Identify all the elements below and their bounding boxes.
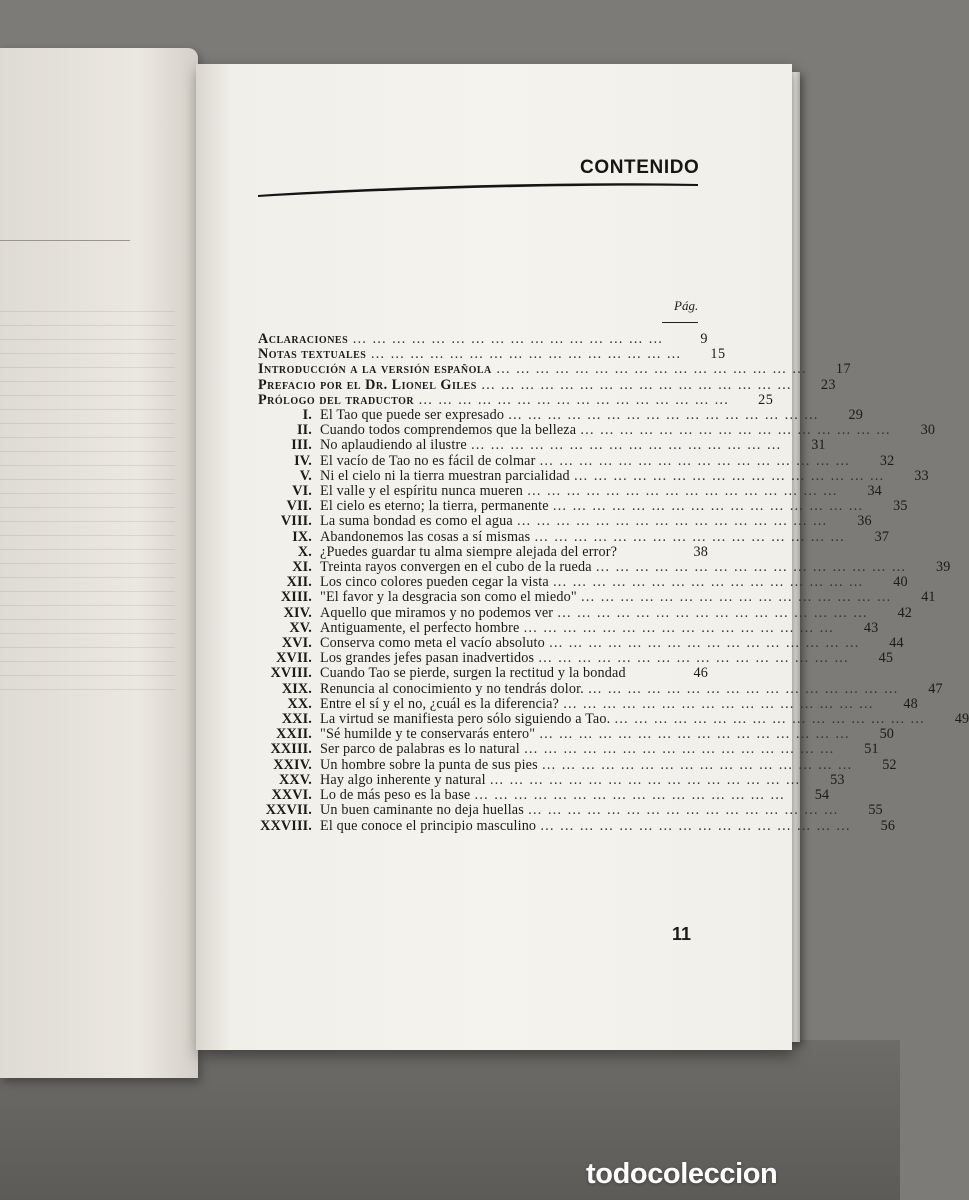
table-of-contents <box>258 331 969 834</box>
leader-dots: … … … … … … … … … … … … … … … … <box>573 467 885 484</box>
leader-dots: … … … … … … … … … … … … … … … … <box>580 589 892 606</box>
entry-page: 51 <box>864 741 879 758</box>
toc-entry <box>258 695 918 712</box>
entry-title <box>258 362 807 377</box>
entry-page: 42 <box>897 604 913 621</box>
leader-dots: … … … … … … … … … … … … … … … … <box>523 619 835 636</box>
leader-dots: … … … … … … … … … … … … … … … … <box>516 513 828 530</box>
chapter-number: VII. <box>286 498 312 515</box>
leader-dots: … … … … … … … … … … … … … … … … <box>523 741 835 758</box>
entry-page: 37 <box>874 528 890 545</box>
chapter-number: XIV. <box>283 604 312 621</box>
watermark: todocoleccion <box>586 1158 778 1190</box>
entry-title-text: La suma bondad es como el agua <box>320 513 513 530</box>
entry-title <box>320 621 834 636</box>
leader-dots: … … … … … … … … … … … … … … … … <box>489 771 801 788</box>
entry-title-text: Abandonemos las cosas a sí mismas <box>320 528 531 545</box>
toc-entry <box>258 452 895 469</box>
heading-swash-rule <box>258 173 698 211</box>
leader-dots: … … … … … … … … … … … … … … … … <box>526 483 838 500</box>
entry-title-text: Un buen caminante no deja huellas <box>320 802 524 819</box>
leader-dots: … … … … … … … … … … … … … … … … <box>556 604 869 621</box>
left-page <box>0 48 198 1078</box>
entry-page: 46 <box>693 665 708 682</box>
entry-page: 25 <box>758 391 774 408</box>
leader-dots: … … … … … … … … … … … … … … … … <box>539 817 852 834</box>
toc-entry <box>258 391 774 408</box>
entry-page: 54 <box>814 787 830 804</box>
leader-dots: … … … … … … … … … … … … … … … … <box>480 376 793 393</box>
entry-title-text: Cuando todos comprendemos que la belleza <box>320 422 577 439</box>
entry-title-text: Ni el cielo ni la tierra muestran parcialidad <box>320 467 570 484</box>
entry-page: 40 <box>893 574 908 591</box>
leader-dots: … … … … … … … … … … … … … … … … <box>579 422 892 439</box>
entry-page: 47 <box>928 680 943 697</box>
entry-title <box>320 819 851 834</box>
leader-dots: … … … … … … … … … … … … … … … … <box>562 695 874 712</box>
entry-title <box>320 545 664 560</box>
entry-title <box>320 788 785 803</box>
entry-title-text: Lo de más peso es la base <box>320 787 471 804</box>
toc-entry <box>258 528 890 545</box>
entry-title-text: Antiguamente, el perfecto hombre <box>320 619 520 636</box>
entry-page: 39 <box>936 559 951 576</box>
entry-title-text: Un hombre sobre la punta de sus pies <box>320 756 538 773</box>
chapter-number: XXII. <box>276 726 312 743</box>
toc-entry <box>258 376 837 393</box>
entry-page: 45 <box>878 650 894 667</box>
entry-title-text: Aclaraciones <box>258 331 349 347</box>
entry-title-text: El vacío de Tao no es fácil de colmar <box>320 452 536 469</box>
toc-entry <box>258 422 936 439</box>
chapter-number: II. <box>296 422 312 439</box>
toc-entry <box>258 589 936 606</box>
toc-entry <box>258 346 726 363</box>
entry-page: 41 <box>921 589 936 606</box>
leader-dots: … … … … … … … … … … … … … … … … <box>527 802 839 819</box>
chapter-number: XXIII. <box>270 741 312 758</box>
toc-entry <box>258 741 879 758</box>
toc-entry <box>258 574 908 591</box>
leader-dots: … … … … … … … … … … … … … … … … <box>538 726 851 743</box>
leader-dots: … … … … … … … … … … … … … … … … <box>418 391 730 408</box>
entry-title-text: El que conoce el principio masculino <box>320 817 537 834</box>
chapter-number: XIX. <box>281 680 312 697</box>
chapter-number: V. <box>299 467 312 484</box>
chapter-number: XXIV. <box>273 756 312 773</box>
toc-entry <box>258 680 943 697</box>
entry-page: 30 <box>920 422 936 439</box>
entry-title-text: "El favor y la desgracia son como el miedo" <box>320 589 577 606</box>
page-title: CONTENIDO <box>580 157 700 178</box>
toc-entry <box>258 619 879 636</box>
entry-page: 53 <box>830 771 845 788</box>
chapter-number: VIII. <box>280 513 312 530</box>
leader-dots: … … … … … … … … … … … … … … … … <box>507 407 819 424</box>
entry-title-text: Hay algo inherente y natural <box>320 771 486 788</box>
toc-entry <box>258 650 894 667</box>
chapter-number: I. <box>302 407 312 424</box>
toc-entry <box>258 467 929 484</box>
entry-title <box>320 758 853 773</box>
toc-entry <box>258 483 882 500</box>
entry-title <box>320 803 839 818</box>
page-column-rule <box>662 322 698 323</box>
entry-title-text: "Sé humilde y te conservarás entero" <box>320 726 536 743</box>
chapter-number: XI. <box>292 559 312 576</box>
entry-title-text: Prefacio por el Dr. Lionel Giles <box>258 376 477 393</box>
toc-entry <box>258 545 708 560</box>
chapter-number: XX. <box>287 695 312 712</box>
toc-entry <box>258 711 969 728</box>
entry-page: 43 <box>863 619 879 636</box>
entry-page: 35 <box>893 498 908 515</box>
leader-dots: … … … … … … … … … … … … … … … … <box>595 559 907 576</box>
chapter-number: XII. <box>286 574 312 591</box>
entry-title-text: Introducción a la versión española <box>258 361 492 378</box>
entry-title <box>320 423 891 438</box>
toc-entry <box>258 604 913 621</box>
entry-page: 49 <box>954 711 969 728</box>
leader-dots: … … … … … … … … … … … … … … … … <box>548 635 860 652</box>
entry-title-text: El Tao que puede ser expresado <box>320 407 505 424</box>
left-page-rule <box>0 240 130 241</box>
entry-page: 17 <box>835 361 852 378</box>
leader-dots: … … … … … … … … … … … … … … … … <box>614 711 926 728</box>
entry-title <box>320 408 819 423</box>
entry-title <box>258 332 664 347</box>
entry-page: 29 <box>848 407 863 424</box>
leader-dots: … … … … … … … … … … … … … … … … <box>533 528 846 545</box>
entry-title-text: Cuando Tao se pierde, surgen la rectitud y la bondad <box>320 665 626 682</box>
leader-dots: … … … … … … … … … … … … … … … … <box>552 498 864 515</box>
entry-title <box>320 697 874 712</box>
leader-dots: … … … … … … … … … … … … … … … … <box>352 331 664 347</box>
chapter-number: XXV. <box>278 771 312 788</box>
entry-title <box>320 575 864 590</box>
entry-title <box>320 636 860 651</box>
chapter-number: IX. <box>292 528 312 545</box>
entry-title <box>320 773 801 788</box>
toc-entry <box>258 635 904 652</box>
entry-title-text: Notas textuales <box>258 346 367 363</box>
leader-dots: … … … … … … … … … … … … … … … … <box>537 650 850 667</box>
toc-entry <box>258 756 897 773</box>
leader-dots: … … … … … … … … … … … … … … … … <box>587 680 899 697</box>
leader-dots: … … … … … … … … … … … … … … … … <box>370 346 682 363</box>
toc-entry <box>258 498 908 515</box>
entry-title-text: ¿Puedes guardar tu alma siempre alejada del error? <box>320 543 618 560</box>
chapter-number: XXVI. <box>271 787 312 804</box>
entry-page: 31 <box>811 437 826 454</box>
entry-title-text: La virtud se manifiesta pero sólo siguiendo a Tao. <box>320 711 611 728</box>
entry-title <box>320 469 885 484</box>
entry-page: 52 <box>882 756 897 773</box>
page-number: 11 <box>672 924 692 944</box>
leader-dots: … … … … … … … … … … … … … … … … <box>470 437 782 454</box>
entry-title <box>258 347 682 362</box>
chapter-number: XXI. <box>281 711 312 728</box>
entry-title-text: El valle y el espíritu nunca mueren <box>320 483 524 500</box>
entry-title <box>320 727 850 742</box>
entry-title <box>320 712 925 727</box>
entry-title-text: Entre el sí y el no, ¿cuál es la diferencia? <box>320 695 560 712</box>
entry-title-text: Los grandes jefes pasan inadvertidos <box>320 650 535 667</box>
entry-title <box>258 378 792 393</box>
leader-dots: … … … … … … … … … … … … … … … … <box>541 756 853 773</box>
entry-page: 33 <box>914 467 929 484</box>
entry-page: 9 <box>700 331 708 347</box>
entry-title <box>258 393 729 408</box>
entry-page: 56 <box>880 817 896 834</box>
chapter-number: XVIII. <box>270 665 312 682</box>
chapter-number: XXVIII. <box>260 817 312 834</box>
entry-title <box>320 666 664 681</box>
entry-title <box>320 530 845 545</box>
toc-entry <box>258 787 830 804</box>
entry-title-text: Prólogo del traductor <box>258 391 415 408</box>
entry-title <box>320 742 835 757</box>
entry-page: 38 <box>693 543 708 560</box>
entry-title-text: El cielo es eterno; la tierra, permanente <box>320 498 549 515</box>
entry-title <box>320 560 907 575</box>
entry-page: 32 <box>879 452 895 469</box>
chapter-number: XVII. <box>276 650 312 667</box>
entry-page: 55 <box>868 802 883 819</box>
left-page-faded-text <box>0 298 198 703</box>
chapter-number: III. <box>291 437 312 454</box>
entry-title-text: Renuncia al conocimiento y no tendrás dolor. <box>320 680 584 697</box>
entry-title <box>320 438 782 453</box>
entry-title <box>320 651 849 666</box>
entry-title-text: Conserva como meta el vacío absoluto <box>320 635 545 652</box>
toc-entry <box>258 802 883 819</box>
toc-entry <box>258 361 852 378</box>
toc-entry <box>258 771 845 788</box>
chapter-number: X. <box>297 543 312 560</box>
leader-dots: … … … … … … … … … … … … … … … … <box>495 361 808 378</box>
leader-dots: … … … … … … … … … … … … … … … … <box>474 787 786 804</box>
entry-title-text: Los cinco colores pueden cegar la vista <box>320 574 549 591</box>
leader-dots: … … … … … … … … … … … … … … … … <box>539 452 851 469</box>
chapter-number: IV. <box>294 452 312 469</box>
toc-entry <box>258 437 826 454</box>
entry-title <box>320 590 892 605</box>
chapter-number: XVI. <box>281 635 312 652</box>
entry-page: 48 <box>903 695 918 712</box>
toc-entry <box>258 666 708 681</box>
entry-page: 15 <box>710 346 726 363</box>
entry-page: 23 <box>820 376 837 393</box>
toc-entry <box>258 559 951 576</box>
entry-title <box>320 499 864 514</box>
leader-dots: … … … … … … … … … … … … … … … … <box>552 574 864 591</box>
entry-page: 34 <box>867 483 882 500</box>
entry-title <box>320 682 899 697</box>
entry-title-text: Treinta rayos convergen en el cubo de la rueda <box>320 559 592 576</box>
toc-entry <box>258 332 708 347</box>
toc-entry <box>258 407 863 424</box>
entry-title-text: Aquello que miramos y no podemos ver <box>320 604 554 621</box>
entry-title <box>320 514 828 529</box>
chapter-number: VI. <box>292 483 312 500</box>
toc-entry <box>258 513 872 530</box>
chapter-number: XIII. <box>280 589 312 606</box>
chapter-number: XXVII. <box>265 802 312 819</box>
page-column-label: Pág. <box>674 298 699 313</box>
entry-title <box>320 606 868 621</box>
chapter-number: XV. <box>289 619 312 636</box>
toc-entry <box>258 817 896 834</box>
entry-page: 36 <box>857 513 872 530</box>
entry-title-text: No aplaudiendo al ilustre <box>320 437 467 454</box>
entry-title <box>320 484 838 499</box>
entry-title-text: Ser parco de palabras es lo natural <box>320 741 520 758</box>
entry-title <box>320 454 850 469</box>
entry-page: 50 <box>879 726 895 743</box>
entry-page: 44 <box>889 635 904 652</box>
toc-entry <box>258 726 895 743</box>
